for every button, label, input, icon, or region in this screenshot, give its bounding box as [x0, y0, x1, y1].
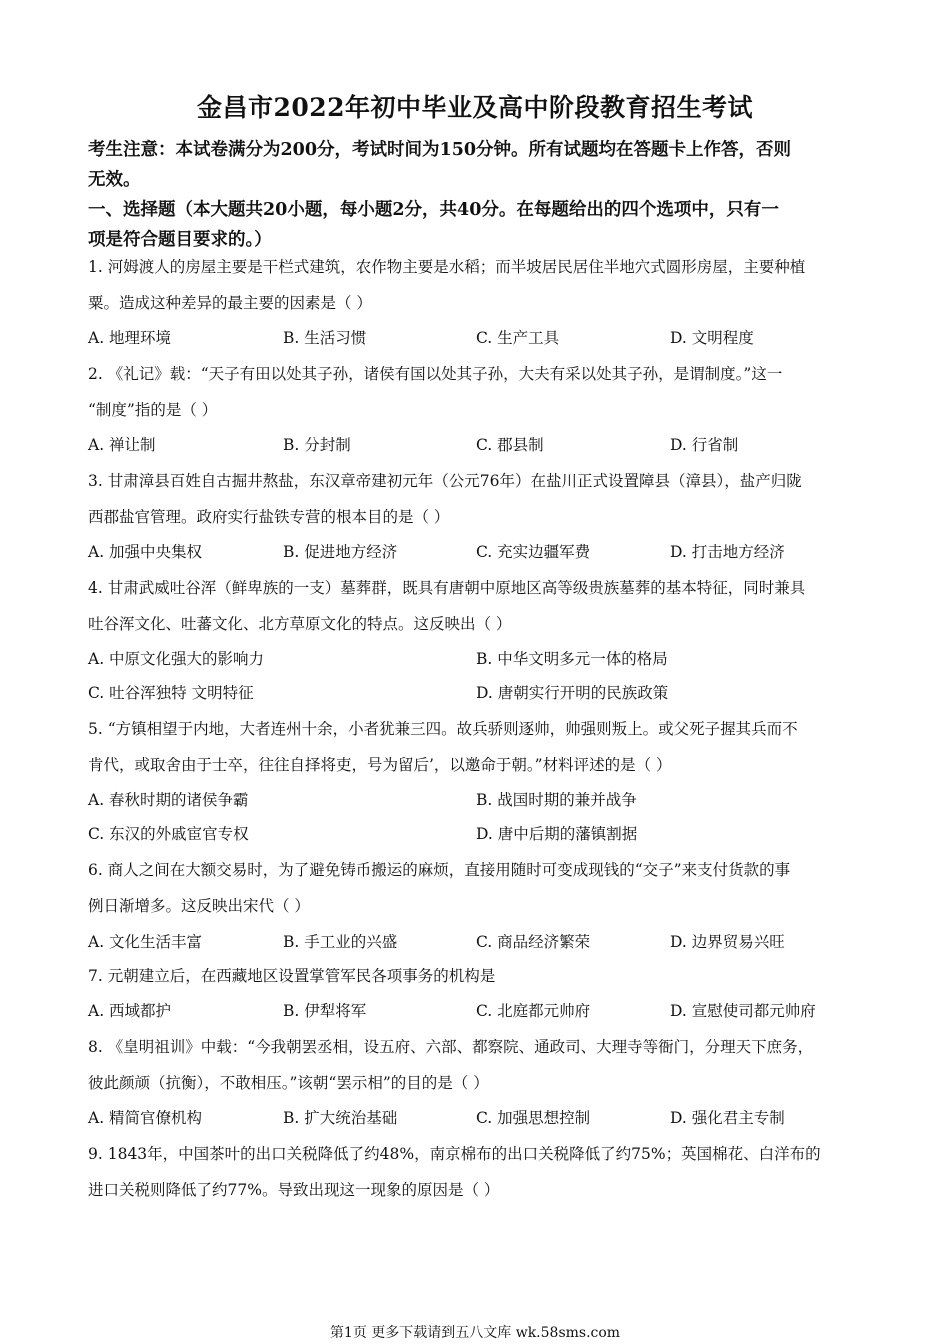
- question-1-option-a: A. 地理环境: [88, 329, 172, 347]
- page-title: 金昌市2022年初中毕业及高中阶段教育招生考试: [196, 93, 754, 122]
- question-8-line-2: 彼此颜颃（抗衡），不敢相压。”该朝“罢示相”的目的是（ ）: [88, 1074, 489, 1092]
- question-8-option-a: A. 精简官僚机构: [88, 1109, 203, 1127]
- question-8-line-1: 8. 《皇明祖训》中载：“今我朝罢丞相，设五府、六部、都察院、通政司、大理寺等衙门，分理天下庶务，: [88, 1038, 814, 1056]
- notice-line-2: 无效。: [88, 170, 141, 190]
- question-8-option-b: B. 扩大统治基础: [283, 1109, 398, 1127]
- question-8-option-d: D. 强化君主专制: [670, 1109, 785, 1127]
- question-5-option-a: A. 春秋时期的诸侯争霸: [88, 791, 249, 809]
- question-6-line-2: 例日渐增多。这反映出宋代（ ）: [88, 897, 310, 915]
- question-2-option-d: D. 行省制: [670, 436, 739, 454]
- question-1-option-d: D. 文明程度: [670, 329, 754, 347]
- section-heading-line-2: 项是符合题目要求的。）: [88, 230, 272, 250]
- question-3-option-a: A. 加强中央集权: [88, 543, 203, 561]
- question-6-option-a: A. 文化生活丰富: [88, 933, 203, 951]
- question-6-option-b: B. 手工业的兴盛: [283, 933, 398, 951]
- question-7-option-d: D. 宣慰使司都元帅府: [670, 1002, 816, 1020]
- question-1-line-1: 1. 河姆渡人的房屋主要是干栏式建筑，农作物主要是水稻；而半坡居民居住半地穴式圆形房屋，主要种植: [88, 258, 806, 276]
- question-4-line-2: 吐谷浑文化、吐蕃文化、北方草原文化的特点。这反映出（ ）: [88, 615, 512, 633]
- question-2-option-b: B. 分封制: [283, 436, 351, 454]
- question-3-option-d: D. 打击地方经济: [670, 543, 785, 561]
- question-7-option-b: B. 伊犁将军: [283, 1002, 367, 1020]
- question-3-option-b: B. 促进地方经济: [283, 543, 398, 561]
- question-5-line-2: 肯代，或取舍由于士卒，往往自择将吏，号为留后’，以邀命于朝。”材料评述的是（ ）: [88, 756, 672, 774]
- question-4-option-d: D. 唐朝实行开明的民族政策: [476, 684, 669, 702]
- question-6-option-c: C. 商品经济繁荣: [476, 933, 591, 951]
- question-9-line-2: 进口关税则降低了约77%。导致出现这一现象的原因是（ ）: [88, 1181, 500, 1199]
- question-6-line-1: 6. 商人之间在大额交易时，为了避免铸币搬运的麻烦，直接用随时可变成现钱的“交子”来支付货款的事: [88, 861, 791, 879]
- page-footer: 第1页 更多下载请到五八文库 wk.58sms.com: [329, 1325, 621, 1341]
- notice-line-1: 考生注意：本试卷满分为200分，考试时间为150分钟。所有试题均在答题卡上作答，否则: [88, 140, 792, 160]
- question-5-option-b: B. 战国时期的兼并战争: [476, 791, 637, 809]
- question-3-line-1: 3. 甘肃漳县百姓自古掘井熬盐，东汉章帝建初元年（公元76年）在盐川正式设置障县（漳县），盐产归陇: [88, 472, 802, 490]
- question-4-option-a: A. 中原文化强大的影响力: [88, 650, 265, 668]
- question-8-option-c: C. 加强思想控制: [476, 1109, 591, 1127]
- section-heading-line-1: 一、选择题（本大题共20小题，每小题2分，共40分。在每题给出的四个选项中，只有一: [88, 200, 779, 220]
- question-7-option-c: C. 北庭都元帅府: [476, 1002, 591, 1020]
- question-2-option-a: A. 禅让制: [88, 436, 156, 454]
- question-5-option-d: D. 唐中后期的藩镇割据: [476, 825, 638, 843]
- question-7-option-a: A. 西域都护: [88, 1002, 172, 1020]
- question-1-option-c: C. 生产工具: [476, 329, 560, 347]
- question-3-line-2: 西郡盐官管理。政府实行盐铁专营的根本目的是（ ）: [88, 508, 450, 526]
- question-7-line-1: 7. 元朝建立后，在西藏地区设置掌管军民各项事务的机构是: [88, 967, 496, 985]
- question-4-line-1: 4. 甘肃武威吐谷浑（鲜卑族的一支）墓葬群，既具有唐朝中原地区高等级贵族墓葬的基本特征，同时兼具: [88, 579, 806, 597]
- question-3-option-c: C. 充实边疆军费: [476, 543, 591, 561]
- question-4-option-b: B. 中华文明多元一体的格局: [476, 650, 668, 668]
- question-9-line-1: 9. 1843年，中国茶叶的出口关税降低了约48%，南京棉布的出口关税降低了约75%；英国棉花、白洋布的: [88, 1145, 821, 1163]
- question-2-option-c: C. 郡县制: [476, 436, 544, 454]
- question-6-option-d: D. 边界贸易兴旺: [670, 933, 785, 951]
- question-4-option-c: C. 吐谷浑独特 文明特征: [88, 684, 254, 702]
- question-5-line-1: 5. “方镇相望于内地，大者连州十余，小者犹兼三四。故兵骄则逐帅，帅强则叛上。或父死子握其兵而不: [88, 720, 798, 738]
- question-1-line-2: 粟。造成这种差异的最主要的因素是（ ）: [88, 294, 372, 312]
- question-1-option-b: B. 生活习惯: [283, 329, 367, 347]
- question-2-line-1: 2. 《礼记》载：“天子有田以处其子孙，诸侯有国以处其子孙，大夫有采以处其子孙，是谓制度。”这一: [88, 365, 783, 383]
- question-5-option-c: C. 东汉的外戚宦官专权: [88, 825, 249, 843]
- question-2-line-2: “制度”指的是（ ）: [88, 401, 218, 419]
